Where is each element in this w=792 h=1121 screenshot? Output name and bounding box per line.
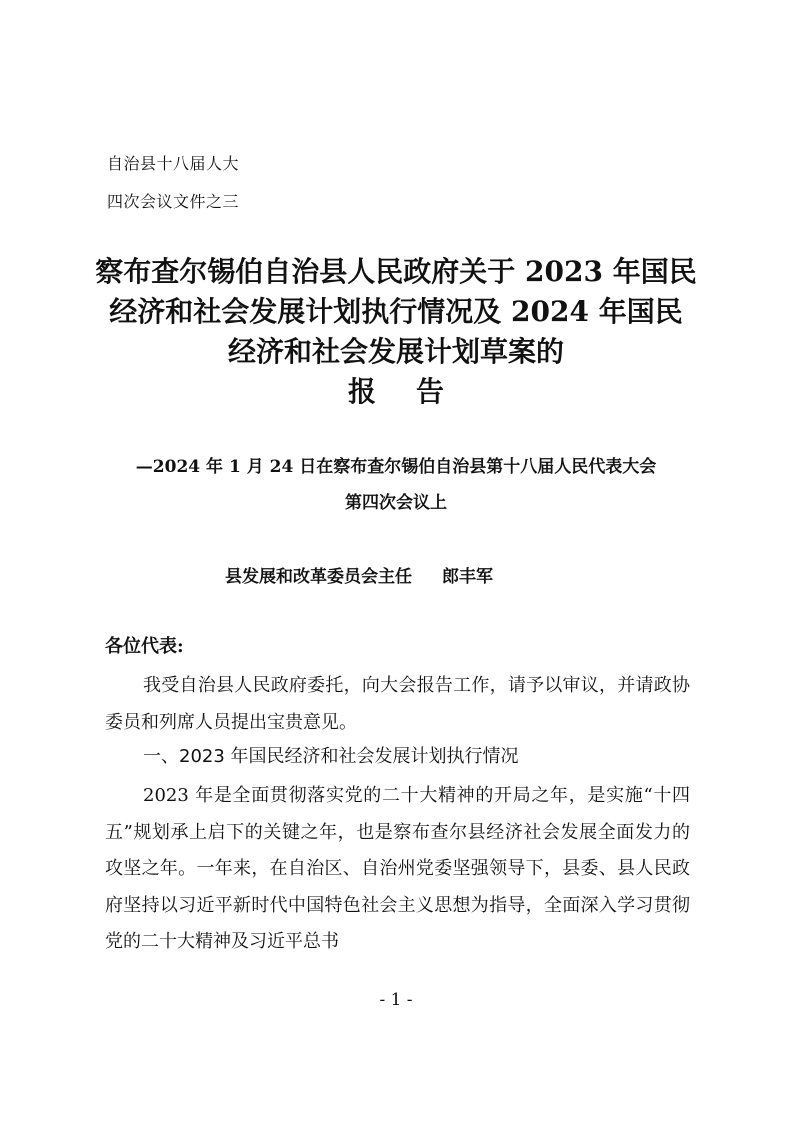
paragraph-text: 我受自治县人民政府委托，向大会报告工作，请予以审议，并请政协委员和列席人员提出宝贵意见。 <box>105 675 690 733</box>
body-paragraph-1 <box>105 668 690 741</box>
meeting-subtitle-line-1: —2024 年 1 月 24 日在察布查尔锡伯自治县第十八届人民代表大会 <box>135 457 657 477</box>
author-line <box>225 562 493 587</box>
author-name: 郎丰军 <box>442 567 493 587</box>
section-heading-1: 一、2023 年国民经济和社会发展计划执行情况 <box>143 746 519 767</box>
title-line-1: 察布查尔锡伯自治县人民政府关于 2023 年国民 <box>95 255 697 288</box>
meeting-subtitle-line-2: 第四次会议上 <box>345 493 447 513</box>
salutation: 各位代表: <box>105 636 184 657</box>
paragraph-text: 2023 年是全面贯彻落实党的二十大精神的开局之年，是实施“十四五”规划承上启下的关键之年，也是察布查尔县经济社会发展全面发力的攻坚之年。一年来，在自治区、自治州党委坚强领导下，县委、县人民政府坚持以习近平新时代中国特色社会主义思想为指导，全面深入学习贯彻党的二十大精神及习近平总书 <box>105 785 690 952</box>
document-number-label: 四次会议文件之三 <box>107 192 240 211</box>
page-number: - 1 - <box>379 990 413 1010</box>
title-line-3: 经济和社会发展计划草案的 <box>227 335 564 368</box>
author-position: 县发展和改革委员会主任 <box>225 567 412 587</box>
document-series-label: 自治县十八届人大 <box>107 154 240 173</box>
title-line-2: 经济和社会发展计划执行情况及 2024 年国民 <box>109 295 683 328</box>
body-paragraph-2 <box>105 778 690 961</box>
title-line-4: 报告 <box>347 375 484 408</box>
report-title <box>60 252 732 412</box>
